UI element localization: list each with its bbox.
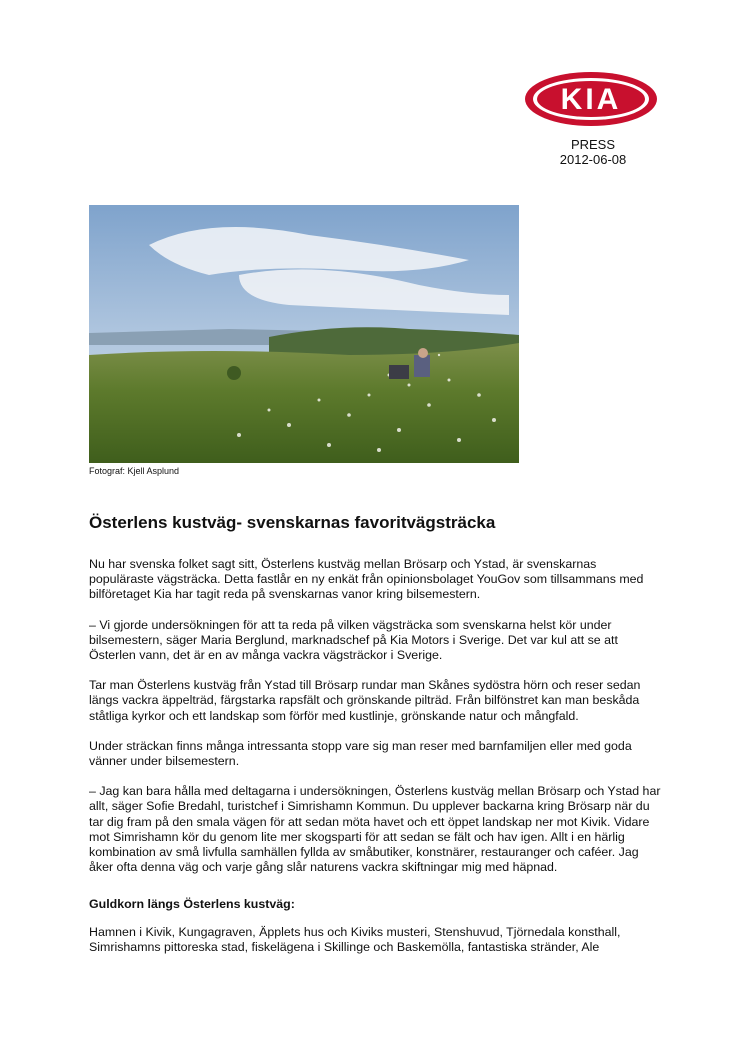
paragraph: – Jag kan bara hålla med deltagarna i undersökningen, Österlens kustväg mellan Brösarp och Ystad har allt, säger Sofie Bredahl, turistchef i Simrishamn Kommun. Du upplever backarna kring Brösarp när du tar dig fram på den smala vägen för att sedan möta havet och ett öppet landskap ner mot Kivik. Vidare mot Simrishamn kör du genom lite mer skogsparti för att sedan se fält och hav igen. Allt i en härlig kombination av små livfulla samhällen fyllda av småbutiker, konstnärer, restauranger och caféer. Jag åker ofta denna väg och varje gång slår naturens vackra skiftningar mig med häpnad.	[89, 784, 661, 875]
paragraph: Under sträckan finns många intressanta stopp vare sig man reser med barnfamiljen eller med goda vänner under bilsemestern.	[89, 738, 632, 769]
kia-logo	[523, 70, 659, 128]
press-label: PRESS	[570, 137, 616, 152]
kia-logo-text: KIA	[560, 83, 622, 116]
section-heading: Guldkorn längs Österlens kustväg:	[89, 897, 295, 912]
paragraph: Nu har svenska folket sagt sitt, Österlens kustväg mellan Brösarp och Ystad, är svenskarnas populäraste vägsträcka. Detta fastlår en ny enkät från opinionsbolaget YouGov som tillsammans med bilföretaget Kia har tagit reda på svenskarnas vanor kring bilsemestern.	[89, 557, 644, 602]
photo-caption: Fotograf: Kjell Asplund	[89, 466, 180, 476]
paragraph: Tar man Österlens kustväg från Ystad till Brösarp rundar man Skånes sydöstra hörn och reser sedan längs vackra äppelträd, färgstarka rapsfält och grönskande pilträd. Från bilfönstret kan man beskåda ståtliga kyrkor och ett landskap som förför med kustlinje, grönskande natur och mångfald.	[89, 678, 641, 723]
article-title: Österlens kustväg- svenskarnas favoritvägsträcka	[89, 513, 496, 532]
landscape-photo	[89, 205, 519, 463]
press-date: 2012-06-08	[559, 152, 627, 167]
paragraph: Hamnen i Kivik, Kungagraven, Äpplets hus och Kiviks musteri, Stenshuvud, Tjörnedala konsthall, Simrishamns pittoreska stad, fiskelägena i Skillinge och Baskemölla, fantastiska stränder, Ale	[89, 924, 621, 954]
press-info	[520, 137, 666, 167]
paragraph: – Vi gjorde undersökningen för att ta reda på vilken vägsträcka som svenskarna helst kör under bilsemestern, säger Maria Berglund, marknadschef på Kia Motors i Sverige. Det var kul att se att Österlen vann, det är en av många vackra vägsträckor i Sverige.	[89, 617, 618, 663]
article-body	[89, 557, 664, 970]
